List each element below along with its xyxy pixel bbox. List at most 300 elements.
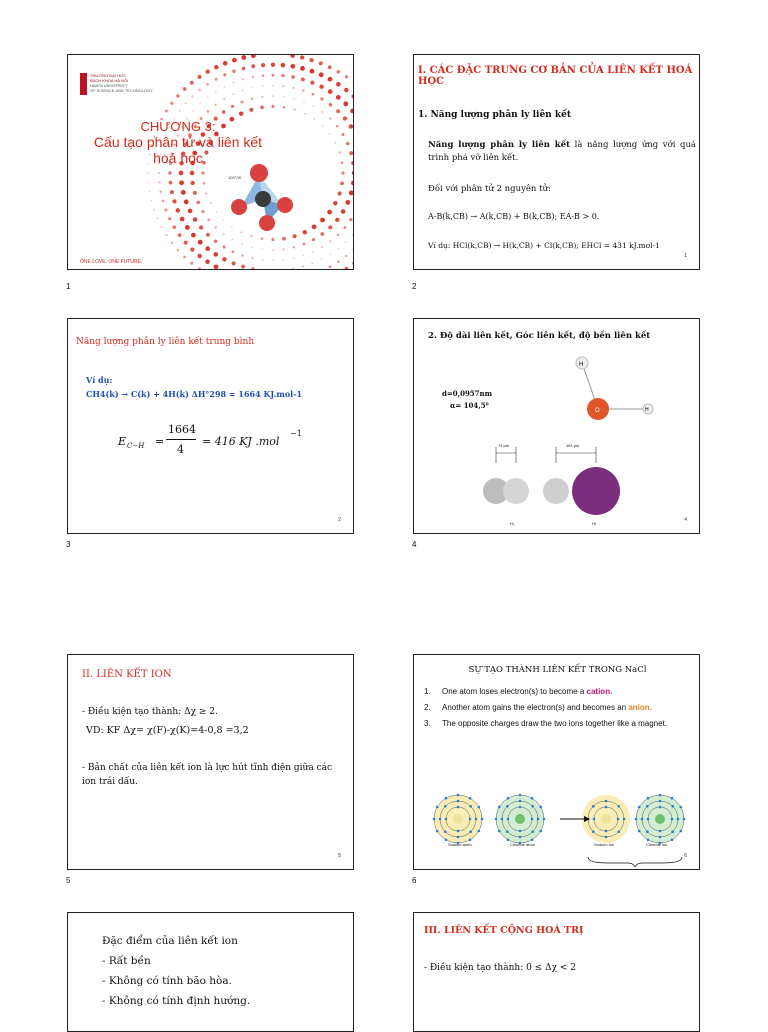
swirl-dot <box>241 55 246 60</box>
electron <box>444 830 447 833</box>
nucleus <box>655 814 665 824</box>
swirl-dot <box>242 78 244 80</box>
swirl-dot <box>205 259 210 264</box>
swirl-dot <box>337 260 340 263</box>
electron <box>659 806 662 809</box>
swirl-dot <box>198 267 201 270</box>
swirl-dot <box>352 171 354 176</box>
swirl-dot <box>336 125 339 128</box>
swirl-dot <box>321 111 323 113</box>
sodium-atom-label: Sodium atom <box>448 842 472 847</box>
electron <box>592 830 595 833</box>
swirl-dot <box>161 226 163 228</box>
slide-heading: 2. Độ dài liên kết, Góc liên kết, độ bền liên kết <box>428 331 651 341</box>
swirl-dot <box>272 269 275 270</box>
swirl-dot <box>338 151 340 153</box>
swirl-dot <box>214 104 216 106</box>
methane-molecule-diagram <box>223 159 303 239</box>
swirl-dot <box>329 117 331 119</box>
cation-word: cation. <box>586 687 613 696</box>
electron <box>647 839 650 842</box>
swirl-dot <box>241 254 243 256</box>
swirl-dot <box>223 245 226 248</box>
chloride-ion-label: Chloride ion <box>646 842 668 847</box>
swirl-dot <box>207 97 209 99</box>
swirl-dot <box>320 97 323 100</box>
swirl-dot <box>312 238 315 241</box>
swirl-dot <box>262 74 265 77</box>
bond-angle-value: α= 104,5⁰ <box>450 401 489 410</box>
electron <box>531 818 534 821</box>
swirl-dot <box>251 97 253 99</box>
electron <box>439 818 442 821</box>
logo-line-4: OF SCIENCE AND TECHNOLOGY <box>90 88 153 93</box>
swirl-dot <box>251 247 253 249</box>
swirl-dot <box>177 249 180 252</box>
swirl-dot <box>168 217 171 220</box>
swirl-dot <box>272 74 275 77</box>
electron <box>498 806 501 809</box>
h2-length-label: 74 pm <box>498 443 510 448</box>
swirl-dot <box>197 254 201 258</box>
swirl-dot <box>303 243 306 246</box>
swirl-dot <box>251 267 255 270</box>
electron <box>646 830 649 833</box>
swirl-dot <box>349 124 353 128</box>
electron <box>469 818 472 821</box>
swirl-dot <box>329 133 331 135</box>
swirl-dot <box>159 191 161 193</box>
electron <box>519 806 522 809</box>
swirl-dot <box>172 199 176 203</box>
swirl-dot <box>329 240 331 242</box>
swirl-dot <box>251 64 255 68</box>
swirl-dot <box>321 246 323 248</box>
slogan: ONE LOVE. ONE FUTURE. <box>80 259 143 265</box>
formula-lhs: E <box>118 435 127 448</box>
swirl-dot <box>272 85 274 87</box>
electron <box>531 830 534 833</box>
swirl-dot <box>210 202 212 204</box>
slide-6 <box>413 654 700 870</box>
swirl-dot <box>283 106 286 109</box>
electron <box>457 836 460 839</box>
swirl-dot <box>341 171 344 174</box>
swirl-dot <box>222 110 226 114</box>
swirl-dot <box>340 182 344 186</box>
swirl-dot <box>313 106 315 108</box>
swirl-dot <box>232 93 234 95</box>
electron <box>671 818 674 821</box>
swirl-dot <box>281 63 286 68</box>
swirl-dot <box>343 101 348 106</box>
swirl-dot <box>261 96 263 98</box>
swirl-dot <box>196 201 200 205</box>
swirl-dot <box>184 200 189 205</box>
definition-term: Năng lượng phân ly liên kết <box>428 140 571 150</box>
swirl-dot <box>335 218 339 222</box>
swirl-dot <box>311 93 314 96</box>
property-2: - Không có tính bão hòa. <box>102 975 232 987</box>
swirl-dot <box>183 87 187 91</box>
swirl-dot <box>262 248 264 250</box>
electron <box>683 818 686 821</box>
swirl-dot <box>283 248 285 250</box>
slide-heading: Đặc điểm của liên kết ion <box>102 935 238 947</box>
swirl-dot <box>222 257 226 261</box>
example-label: Ví dụ: <box>86 375 113 385</box>
hi-length-label: 161 pm <box>566 443 580 448</box>
electron <box>659 800 662 803</box>
fraction-bar <box>166 439 196 440</box>
swirl-dot <box>322 125 324 127</box>
condition-line: - Điều kiện tạo thành: 0 ≤ Δχ < 2 <box>424 963 577 973</box>
electron <box>445 818 448 821</box>
swirl-dot <box>304 113 306 115</box>
swirl-dot <box>336 109 340 113</box>
swirl-dot <box>183 256 186 259</box>
step-1: 1. One atom loses electron(s) to become a cation. <box>424 687 613 696</box>
swirl-dot <box>327 210 332 215</box>
electron <box>445 797 448 800</box>
electron <box>469 797 472 800</box>
swirl-dot <box>337 234 340 237</box>
swirl-dot <box>350 109 354 114</box>
swirl-dot <box>271 62 275 66</box>
swirl-dot <box>328 65 332 69</box>
electron <box>457 794 460 797</box>
swirl-dot <box>215 226 217 228</box>
swirl-dot <box>249 108 253 112</box>
swirl-dot <box>281 74 284 77</box>
swirl-dot <box>342 133 345 136</box>
swirl-dot <box>313 118 315 120</box>
electron <box>647 797 650 800</box>
swirl-dot <box>190 247 194 251</box>
electron <box>641 818 644 821</box>
electron <box>507 797 510 800</box>
swirl-dot <box>185 102 187 104</box>
formula-subscript: C−H <box>127 442 145 450</box>
electron <box>507 818 510 821</box>
electron <box>469 830 472 833</box>
electron <box>436 806 439 809</box>
swirl-dot <box>242 67 246 71</box>
swirl-dot <box>205 192 207 194</box>
definition-rest: là năng lượng ứng với quá trình phá vỡ liên kết. <box>428 140 696 163</box>
swirl-dot <box>239 111 244 116</box>
electron <box>671 805 674 808</box>
slide-number-1: 1 <box>66 282 71 291</box>
swirl-dot <box>199 225 203 229</box>
swirl-dot <box>319 85 323 89</box>
title-line-1: Cấu tạo phân tử và liên kết <box>93 134 263 150</box>
swirl-dot <box>179 110 181 112</box>
swirl-dot <box>223 98 225 100</box>
swirl-dot <box>336 95 341 100</box>
swirl-dot <box>319 72 324 77</box>
swirl-dot <box>180 217 185 222</box>
swirl-dot <box>344 88 348 92</box>
swirl-dot <box>337 70 341 74</box>
electron <box>605 836 608 839</box>
property-1: - Rất bền <box>102 955 151 967</box>
electron <box>671 797 674 800</box>
swirl-dot <box>312 224 317 229</box>
swirl-dot <box>292 268 294 270</box>
electron <box>501 818 504 821</box>
electron <box>478 806 481 809</box>
electron <box>531 839 534 842</box>
electron <box>646 805 649 808</box>
swirl-dot <box>328 77 333 82</box>
swirl-dot <box>320 232 324 236</box>
swirl-dot <box>181 190 186 195</box>
electron <box>481 818 484 821</box>
electron <box>444 805 447 808</box>
swirl-dot <box>310 81 314 85</box>
swirl-dot <box>261 269 264 270</box>
swirl-dot <box>206 233 210 237</box>
swirl-dot <box>232 261 236 265</box>
swirl-dot <box>272 95 274 97</box>
swirl-dot <box>338 191 342 195</box>
swirl-dot <box>151 200 153 202</box>
swirl-dot <box>223 61 228 66</box>
logo-mark <box>80 73 87 95</box>
page-mark: 1 <box>684 253 687 259</box>
swirl-dot <box>176 94 179 97</box>
swirl-dot <box>329 254 331 256</box>
bond-length-value: d=0,0957nm <box>442 389 493 398</box>
slide-number-6: 6 <box>412 876 417 885</box>
electron <box>593 818 596 821</box>
slide-5 <box>67 654 354 870</box>
swirl-dot <box>168 171 171 174</box>
electron <box>540 806 543 809</box>
swirl-dot <box>148 181 150 183</box>
electron <box>519 836 522 839</box>
swirl-dot <box>190 171 195 176</box>
swirl-dot <box>301 77 305 81</box>
formula-rhs: = 416 KJ .mol <box>202 435 280 448</box>
page-mark: 2 <box>338 517 341 523</box>
swirl-dot <box>170 190 174 194</box>
swirl-dot <box>343 116 347 120</box>
swirl-dot <box>165 234 167 236</box>
swirl-dot <box>191 95 193 97</box>
swirl-dot <box>193 217 197 221</box>
swirl-dot <box>283 96 285 98</box>
swirl-dot <box>198 240 203 245</box>
equation-2: Ví dụ: HCl(k,CB) → H(k,CB) + Cl(k,CB); EHCl = 431 kJ.mol-1 <box>428 241 660 250</box>
swirl-dot <box>185 225 190 230</box>
swirl-dot <box>345 255 347 257</box>
swirl-dot <box>201 171 204 174</box>
swirl-dot <box>292 87 294 89</box>
slide-2 <box>413 54 700 270</box>
swirl-dot <box>352 261 354 265</box>
title-line-2: hoá học <box>153 150 203 166</box>
swirl-dot <box>242 90 244 92</box>
electron <box>478 830 481 833</box>
electron <box>638 806 641 809</box>
swirl-dot <box>251 55 256 58</box>
swirl-dot <box>282 269 285 270</box>
electron <box>457 800 460 803</box>
electron <box>659 836 662 839</box>
swirl-dot <box>343 226 346 229</box>
nucleus <box>453 814 463 824</box>
swirl-dot <box>241 265 245 269</box>
swirl-dot <box>191 233 196 238</box>
electron <box>659 830 662 833</box>
swirl-dot <box>329 265 332 268</box>
swirl-dot <box>216 211 218 213</box>
swirl-dot <box>171 242 173 244</box>
electron <box>680 806 683 809</box>
electron <box>537 818 540 821</box>
swirl-dot <box>162 200 165 203</box>
swirl-dot <box>251 257 253 259</box>
swirl-dot <box>293 98 295 100</box>
swirl-dot <box>262 85 264 87</box>
anion-word: anion. <box>628 703 652 712</box>
slide-1 <box>67 54 354 270</box>
formula-exponent: −1 <box>290 429 302 438</box>
nucleus <box>601 814 611 824</box>
h2-label: H₂ <box>510 521 515 526</box>
swirl-dot <box>303 101 305 103</box>
swirl-dot <box>224 86 226 88</box>
electron <box>506 805 509 808</box>
example-line: VD: KF Δχ= χ(F)-χ(K)=4-0,8 =3,2 <box>86 725 249 736</box>
swirl-dot <box>351 181 354 186</box>
electron <box>519 830 522 833</box>
swirl-dot <box>300 66 305 71</box>
electron <box>635 818 638 821</box>
swirl-dot <box>349 218 352 221</box>
water-molecule-diagram <box>564 353 654 423</box>
swirl-dot <box>291 75 295 79</box>
swirl-dot <box>241 100 244 103</box>
electron <box>531 797 534 800</box>
swirl-dot <box>319 61 323 65</box>
swirl-dot <box>223 73 226 76</box>
page-mark: 4 <box>684 517 687 523</box>
definition-text <box>428 139 696 165</box>
swirl-dot <box>345 200 350 205</box>
swirl-dot <box>351 94 354 98</box>
swirl-dot <box>214 240 218 244</box>
electron <box>680 830 683 833</box>
electron <box>623 818 626 821</box>
page-mark: 6 <box>684 853 687 859</box>
swirl-dot <box>329 103 333 107</box>
slide-number-5: 5 <box>66 876 71 885</box>
swirl-dot <box>353 249 354 251</box>
electron <box>445 839 448 842</box>
swirl-dot <box>214 252 219 257</box>
swirl-dot <box>341 161 344 164</box>
swirl-dot <box>334 142 336 144</box>
property-3: - Không có tính định hướng. <box>102 995 251 1007</box>
swirl-dot <box>349 151 353 155</box>
swirl-dot <box>158 181 160 183</box>
electron <box>498 830 501 833</box>
electron <box>433 818 436 821</box>
swirl-dot <box>179 180 184 185</box>
swirl-dot <box>328 225 332 229</box>
swirl-dot <box>346 142 350 146</box>
swirl-dot <box>271 105 274 108</box>
swirl-dot <box>190 81 194 85</box>
swirl-dot <box>310 69 315 74</box>
reaction-line: CH4(k) → C(k) + 4H(k) ΔH°298 = 1664 KJ.mol-1 <box>86 389 303 399</box>
swirl-dot <box>290 64 295 69</box>
swirl-dot <box>312 251 314 253</box>
step-2: 2. Another atom gains the electron(s) and becomes an anion. <box>424 703 652 712</box>
subsection-heading: 1. Năng lượng phân ly liên kết <box>418 110 571 120</box>
diatomic-line: Đối với phân tử 2 nguyên tử: <box>428 184 551 194</box>
swirl-dot <box>215 78 218 81</box>
swirl-dot <box>302 266 304 268</box>
swirl-dot <box>302 89 304 91</box>
formula-numerator: 1664 <box>168 423 196 436</box>
page-mark: 5 <box>338 853 341 859</box>
chlorine-atom-label: Chlorine atom <box>510 842 535 847</box>
swirl-dot <box>349 191 354 196</box>
swirl-dot <box>311 262 313 264</box>
condition-line: - Điều kiện tạo thành: Δχ ≥ 2. <box>82 707 218 717</box>
swirl-dot <box>293 246 295 248</box>
swirl-dot <box>344 267 348 270</box>
electron <box>659 794 662 797</box>
electron <box>457 830 460 833</box>
electron <box>457 806 460 809</box>
electron <box>543 818 546 821</box>
h2-hi-molecule-comparison <box>474 443 674 523</box>
electron <box>617 805 620 808</box>
section-heading: I. CÁC ĐẶC TRƯNG CƠ BẢN CỦA LIÊN KẾT HOÁ HỌC <box>418 65 693 87</box>
nucleus <box>515 814 525 824</box>
swirl-dot <box>176 208 180 212</box>
swirl-dot <box>293 257 295 259</box>
swirl-dot <box>262 259 264 261</box>
electron <box>617 830 620 833</box>
swirl-dot <box>321 258 323 260</box>
swirl-dot <box>147 172 149 174</box>
logo-line-3: HANOI UNIVERSITY <box>90 83 128 88</box>
chapter-label: CHƯƠNG 3: <box>140 119 216 134</box>
formula-denominator: 4 <box>177 443 184 456</box>
swirl-dot <box>205 246 210 251</box>
swirl-dot <box>320 218 325 223</box>
electron <box>677 818 680 821</box>
swirl-dot <box>188 209 193 214</box>
swirl-dot <box>214 264 219 269</box>
nacl-formation-diagram <box>428 787 688 867</box>
logo-line-2: BÁCH KHOA HÀ NỘI <box>90 78 129 83</box>
svg-text:H: H <box>579 362 584 368</box>
section-heading: II. LIÊN KẾT ION <box>82 669 172 680</box>
swirl-dot <box>179 171 184 176</box>
swirl-dot <box>165 110 168 113</box>
svg-text:H: H <box>645 407 649 413</box>
swirl-dot <box>157 218 159 220</box>
electron <box>540 830 543 833</box>
swirl-dot <box>214 65 218 69</box>
